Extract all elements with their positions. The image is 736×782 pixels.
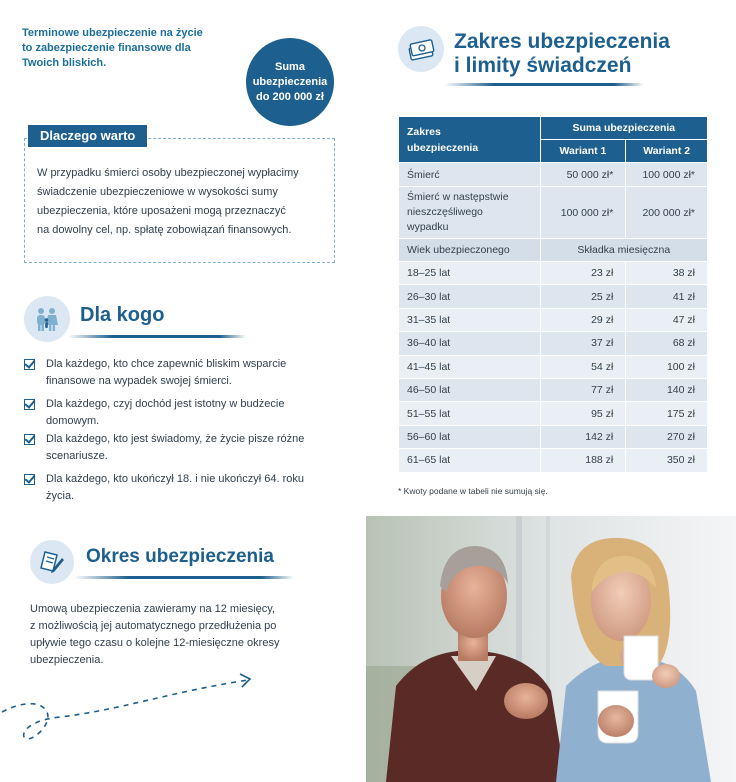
why-line: W przypadku śmierci osoby ubezpieczonej wypłacimy (37, 167, 299, 179)
dla-kogo-title: Dla kogo (80, 304, 165, 326)
header-line: Zakres (407, 125, 441, 138)
intro-text (22, 26, 232, 71)
cell-value: 140 zł (626, 378, 708, 401)
age-cell: 41–45 lat (399, 355, 541, 378)
label-line: Śmierć w następstwie (407, 191, 509, 203)
header-line: ubezpieczenia (407, 141, 479, 154)
table-row (399, 332, 708, 355)
item-line: scenariusze. (46, 450, 108, 462)
title-line: Zakres ubezpieczenia (454, 30, 670, 53)
table-row (399, 449, 708, 472)
age-cell: 31–35 lat (399, 308, 541, 331)
intro-line: to zabezpieczenie finansowe dla (22, 42, 191, 54)
item-line: finansowe na wypadek swojej śmierci. (46, 375, 232, 387)
table-row (399, 402, 708, 425)
item-line: Dla każdego, kto chce zapewnić bliskim wsparcie (46, 358, 287, 370)
cell-value: 54 zł (540, 355, 626, 378)
cell-value: 68 zł (626, 332, 708, 355)
money-icon (398, 26, 444, 72)
table-row (399, 187, 708, 239)
table-row (399, 355, 708, 378)
dla-kogo-list (24, 356, 334, 506)
cell-value: 100 000 zł* (540, 187, 626, 239)
row-label (399, 187, 541, 239)
badge-line: ubezpieczenia (252, 75, 328, 88)
age-cell: 51–55 lat (399, 402, 541, 425)
col-header-zakres (399, 117, 541, 163)
label-line: nieszczęśliwego (407, 206, 483, 218)
checkbox-icon (24, 399, 35, 410)
okres-text (30, 601, 320, 669)
table-footnote: * Kwoty podane w tabeli nie sumują się. (398, 486, 548, 496)
row-label: Śmierć (399, 163, 541, 187)
item-line: Dla każdego, kto ukończył 18. i nie ukończył 64. roku (46, 473, 305, 485)
decorative-dashed-arrow (0, 662, 270, 752)
title-underline (74, 576, 294, 579)
badge-line: Suma (275, 60, 305, 73)
cell-value: 100 zł (626, 355, 708, 378)
cell-value: 100 000 zł* (626, 163, 708, 187)
col-header-variant2: Wariant 2 (626, 140, 708, 163)
table-row (399, 378, 708, 401)
table-subheader-row (399, 239, 708, 262)
cell-value: 142 zł (540, 425, 626, 448)
list-item (24, 471, 334, 505)
checkbox-icon (24, 474, 35, 485)
why-line: świadczenie ubezpieczeniowe w wysokości sumy (37, 186, 278, 198)
okres-title: Okres ubezpieczenia (86, 546, 274, 567)
col-header-variant1: Wariant 1 (540, 140, 626, 163)
limits-table (398, 116, 708, 473)
cell-value: 38 zł (626, 262, 708, 285)
couple-photo (366, 516, 736, 782)
item-line: Dla każdego, czyj dochód jest istotny w budżecie (46, 398, 285, 410)
label-line: wypadku (407, 221, 449, 233)
table-row (399, 425, 708, 448)
item-line: życia. (46, 490, 75, 502)
table-row (399, 163, 708, 187)
cell-value: 77 zł (540, 378, 626, 401)
cell-value: 47 zł (626, 308, 708, 331)
age-cell: 18–25 lat (399, 262, 541, 285)
premium-header: Składka miesięczna (540, 239, 707, 262)
list-item (24, 431, 334, 465)
age-header: Wiek ubezpieczonego (399, 239, 541, 262)
checkbox-icon (24, 434, 35, 445)
cell-value: 350 zł (626, 449, 708, 472)
table-row (399, 285, 708, 308)
table-row (399, 308, 708, 331)
age-cell: 56–60 lat (399, 425, 541, 448)
family-icon (24, 296, 70, 342)
cell-value: 175 zł (626, 402, 708, 425)
title-underline (68, 335, 246, 338)
why-line: ubezpieczenia, które uposażeni mogą przeznaczyć (37, 205, 286, 217)
cell-value: 25 zł (540, 285, 626, 308)
intro-line: Twoich bliskich. (22, 57, 107, 69)
why-line: na dowolny cel, np. spłatę zobowiązań finansowych. (37, 224, 292, 236)
badge-line: do 200 000 zł (256, 90, 324, 103)
cell-value: 188 zł (540, 449, 626, 472)
cell-value: 50 000 zł* (540, 163, 626, 187)
cell-value: 37 zł (540, 332, 626, 355)
intro-line: Terminowe ubezpieczenie na życie (22, 27, 203, 39)
cell-value: 23 zł (540, 262, 626, 285)
col-group-header: Suma ubezpieczenia (540, 117, 707, 140)
table-row (399, 262, 708, 285)
title-line: i limity świadczeń (454, 54, 632, 77)
list-item (24, 356, 334, 390)
age-cell: 61–65 lat (399, 449, 541, 472)
why-title: Dlaczego warto (28, 125, 147, 147)
list-item (24, 396, 334, 430)
cell-value: 29 zł (540, 308, 626, 331)
title-underline (444, 83, 644, 86)
cell-value: 270 zł (626, 425, 708, 448)
okres-line: ubezpieczenia. (30, 654, 104, 666)
age-cell: 36–40 lat (399, 332, 541, 355)
contract-icon (30, 540, 74, 584)
why-text (37, 164, 329, 240)
cell-value: 95 zł (540, 402, 626, 425)
age-cell: 26–30 lat (399, 285, 541, 308)
age-cell: 46–50 lat (399, 378, 541, 401)
item-line: Dla każdego, kto jest świadomy, że życie pisze różne (46, 433, 305, 445)
zakres-title (454, 30, 670, 78)
checkbox-icon (24, 359, 35, 370)
okres-line: upływie tego czasu o kolejne 12-miesięczne okresy (30, 637, 280, 649)
item-line: domowym. (46, 415, 100, 427)
sum-insured-badge (246, 38, 334, 126)
cell-value: 200 000 zł* (626, 187, 708, 239)
cell-value: 41 zł (626, 285, 708, 308)
okres-line: Umową ubezpieczenia zawieramy na 12 miesięcy, (30, 603, 275, 615)
okres-line: z możliwością jej automatycznego przedłużenia po (30, 620, 277, 632)
